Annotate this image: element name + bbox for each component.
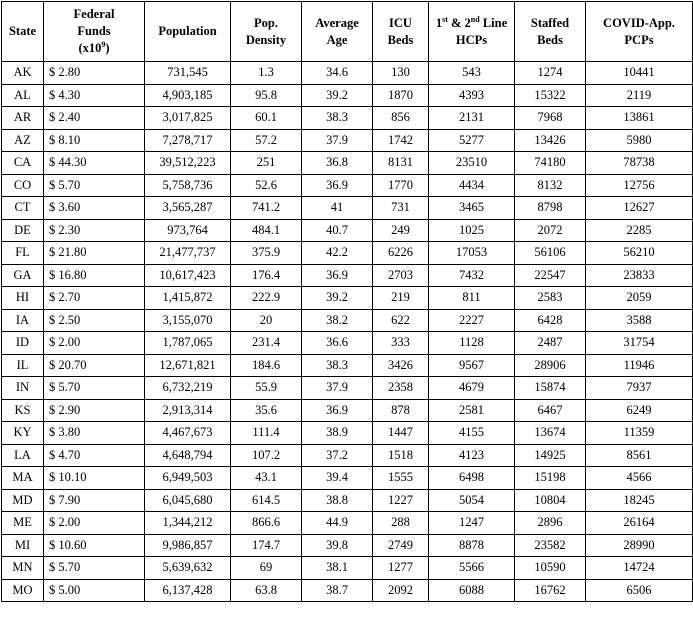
cell-average-age: 38.3 [302,107,373,130]
cell-covid-pcps: 12756 [586,174,693,197]
cell-icu-beds: 3426 [373,354,429,377]
cell-staffed-beds: 15322 [515,84,586,107]
cell-icu-beds: 130 [373,62,429,85]
cell-covid-pcps: 26164 [586,512,693,535]
cell-population: 2,913,314 [145,399,231,422]
cell-state: ME [2,512,44,535]
table-row [2,242,693,265]
cell-covid-pcps: 6249 [586,399,693,422]
cell-federal-funds: $ 8.10 [44,129,145,152]
cell-hcps: 4123 [429,444,515,467]
cell-federal-funds: $ 3.80 [44,422,145,445]
cell-staffed-beds: 6467 [515,399,586,422]
cell-average-age: 39.2 [302,287,373,310]
cell-icu-beds: 1742 [373,129,429,152]
cell-average-age: 38.1 [302,557,373,580]
cell-hcps: 811 [429,287,515,310]
table-row [2,219,693,242]
table-row [2,534,693,557]
cell-federal-funds: $ 5.00 [44,579,145,602]
cell-icu-beds: 1277 [373,557,429,580]
cell-state: IA [2,309,44,332]
table-row [2,557,693,580]
cell-population: 4,467,673 [145,422,231,445]
cell-icu-beds: 6226 [373,242,429,265]
cell-state: ID [2,332,44,355]
cell-pop-density: 741.2 [231,197,302,220]
cell-icu-beds: 1555 [373,467,429,490]
table-row [2,354,693,377]
cell-state: IL [2,354,44,377]
table-row [2,332,693,355]
cell-covid-pcps: 11946 [586,354,693,377]
cell-federal-funds: $ 2.90 [44,399,145,422]
cell-state: HI [2,287,44,310]
table-row [2,467,693,490]
cell-federal-funds: $ 5.70 [44,557,145,580]
header-row [2,2,693,62]
cell-hcps: 2227 [429,309,515,332]
cell-icu-beds: 856 [373,107,429,130]
cell-average-age: 36.9 [302,399,373,422]
cell-covid-pcps: 7937 [586,377,693,400]
cell-population: 3,155,070 [145,309,231,332]
cell-federal-funds: $ 2.70 [44,287,145,310]
cell-pop-density: 95.8 [231,84,302,107]
cell-hcps: 4155 [429,422,515,445]
cell-pop-density: 484.1 [231,219,302,242]
cell-population: 4,903,185 [145,84,231,107]
cell-average-age: 36.6 [302,332,373,355]
cell-pop-density: 184.6 [231,354,302,377]
header-federal-funds-exponent: 9 [101,40,106,49]
cell-average-age: 37.9 [302,129,373,152]
cell-federal-funds: $ 4.70 [44,444,145,467]
cell-covid-pcps: 31754 [586,332,693,355]
header-hcps-first: 1 [435,15,443,30]
cell-state: CO [2,174,44,197]
cell-icu-beds: 249 [373,219,429,242]
cell-covid-pcps: 78738 [586,152,693,175]
cell-state: MI [2,534,44,557]
cell-hcps: 1128 [429,332,515,355]
header-federal-funds-line1: Federal [73,7,115,21]
cell-icu-beds: 219 [373,287,429,310]
table-body [2,62,693,602]
cell-state: LA [2,444,44,467]
cell-state: CT [2,197,44,220]
header-pop-density-label: Pop. Density [245,15,287,47]
cell-average-age: 37.2 [302,444,373,467]
cell-staffed-beds: 6428 [515,309,586,332]
cell-average-age: 40.7 [302,219,373,242]
header-hcps [429,2,515,62]
cell-average-age: 38.9 [302,422,373,445]
cell-population: 9,986,857 [145,534,231,557]
cell-covid-pcps: 56210 [586,242,693,265]
cell-average-age: 38.8 [302,489,373,512]
cell-population: 1,787,065 [145,332,231,355]
cell-population: 12,671,821 [145,354,231,377]
cell-pop-density: 614.5 [231,489,302,512]
cell-federal-funds: $ 44.30 [44,152,145,175]
cell-state: CA [2,152,44,175]
cell-hcps: 17053 [429,242,515,265]
cell-pop-density: 222.9 [231,287,302,310]
cell-average-age: 38.7 [302,579,373,602]
cell-staffed-beds: 23582 [515,534,586,557]
cell-staffed-beds: 1274 [515,62,586,85]
table-row [2,422,693,445]
cell-staffed-beds: 2583 [515,287,586,310]
cell-state: KS [2,399,44,422]
cell-federal-funds: $ 5.70 [44,377,145,400]
cell-hcps: 7432 [429,264,515,287]
cell-state: AL [2,84,44,107]
cell-state: KY [2,422,44,445]
cell-average-age: 42.2 [302,242,373,265]
cell-pop-density: 57.2 [231,129,302,152]
header-hcps-second-sup: nd [470,14,480,24]
table-row [2,62,693,85]
cell-average-age: 38.3 [302,354,373,377]
cell-hcps: 9567 [429,354,515,377]
cell-covid-pcps: 4566 [586,467,693,490]
cell-icu-beds: 333 [373,332,429,355]
cell-state: MD [2,489,44,512]
cell-staffed-beds: 22547 [515,264,586,287]
cell-pop-density: 1.3 [231,62,302,85]
cell-average-age: 39.2 [302,84,373,107]
cell-average-age: 36.9 [302,174,373,197]
cell-federal-funds: $ 2.30 [44,219,145,242]
table-row [2,309,693,332]
cell-pop-density: 231.4 [231,332,302,355]
cell-covid-pcps: 18245 [586,489,693,512]
cell-federal-funds: $ 2.00 [44,512,145,535]
header-pop-density [231,2,302,62]
cell-icu-beds: 288 [373,512,429,535]
cell-federal-funds: $ 2.50 [44,309,145,332]
header-state-label: State [8,24,37,38]
cell-staffed-beds: 14925 [515,444,586,467]
cell-average-age: 36.9 [302,264,373,287]
cell-population: 731,545 [145,62,231,85]
cell-pop-density: 69 [231,557,302,580]
cell-staffed-beds: 10590 [515,557,586,580]
cell-pop-density: 55.9 [231,377,302,400]
cell-staffed-beds: 8798 [515,197,586,220]
cell-staffed-beds: 10804 [515,489,586,512]
cell-pop-density: 375.9 [231,242,302,265]
cell-average-age: 34.6 [302,62,373,85]
cell-hcps: 543 [429,62,515,85]
cell-state: MA [2,467,44,490]
cell-state: AR [2,107,44,130]
cell-covid-pcps: 12627 [586,197,693,220]
cell-pop-density: 43.1 [231,467,302,490]
state-data-table [1,1,693,602]
cell-covid-pcps: 8561 [586,444,693,467]
table-row [2,579,693,602]
table-row [2,512,693,535]
cell-staffed-beds: 8132 [515,174,586,197]
cell-covid-pcps: 10441 [586,62,693,85]
table-row [2,174,693,197]
cell-icu-beds: 622 [373,309,429,332]
cell-federal-funds: $ 4.30 [44,84,145,107]
cell-population: 5,639,632 [145,557,231,580]
cell-state: IN [2,377,44,400]
cell-covid-pcps: 5980 [586,129,693,152]
cell-pop-density: 35.6 [231,399,302,422]
cell-pop-density: 63.8 [231,579,302,602]
cell-staffed-beds: 7968 [515,107,586,130]
cell-federal-funds: $ 10.10 [44,467,145,490]
header-covid-pcps-label: COVID-App. PCPs [603,15,675,47]
cell-covid-pcps: 13861 [586,107,693,130]
table-row [2,264,693,287]
cell-hcps: 1025 [429,219,515,242]
cell-staffed-beds: 2072 [515,219,586,242]
cell-population: 6,137,428 [145,579,231,602]
cell-state: GA [2,264,44,287]
cell-covid-pcps: 3588 [586,309,693,332]
cell-population: 3,565,287 [145,197,231,220]
cell-pop-density: 111.4 [231,422,302,445]
cell-staffed-beds: 15874 [515,377,586,400]
header-staffed-beds [515,2,586,62]
cell-federal-funds: $ 10.60 [44,534,145,557]
header-icu-beds [373,2,429,62]
cell-hcps: 8878 [429,534,515,557]
header-state [2,2,44,62]
cell-federal-funds: $ 16.80 [44,264,145,287]
cell-icu-beds: 2092 [373,579,429,602]
cell-state: MN [2,557,44,580]
cell-federal-funds: $ 21.80 [44,242,145,265]
cell-icu-beds: 1770 [373,174,429,197]
cell-staffed-beds: 74180 [515,152,586,175]
header-average-age [302,2,373,62]
cell-average-age: 41 [302,197,373,220]
cell-hcps: 5277 [429,129,515,152]
header-federal-funds [44,2,145,62]
header-average-age-label: Average Age [315,15,359,47]
cell-federal-funds: $ 7.90 [44,489,145,512]
cell-icu-beds: 1870 [373,84,429,107]
cell-hcps: 5054 [429,489,515,512]
table-row [2,197,693,220]
cell-icu-beds: 2749 [373,534,429,557]
cell-covid-pcps: 2285 [586,219,693,242]
table-row [2,287,693,310]
header-federal-funds-close: ) [105,41,110,55]
table-row [2,489,693,512]
cell-covid-pcps: 6506 [586,579,693,602]
cell-state: AZ [2,129,44,152]
cell-population: 6,732,219 [145,377,231,400]
table-row [2,107,693,130]
cell-federal-funds: $ 2.40 [44,107,145,130]
cell-hcps: 6498 [429,467,515,490]
cell-icu-beds: 8131 [373,152,429,175]
cell-hcps: 23510 [429,152,515,175]
table-row [2,152,693,175]
cell-population: 39,512,223 [145,152,231,175]
cell-population: 6,949,503 [145,467,231,490]
table-row [2,129,693,152]
cell-icu-beds: 1518 [373,444,429,467]
cell-staffed-beds: 13674 [515,422,586,445]
cell-hcps: 4679 [429,377,515,400]
table-row [2,84,693,107]
header-federal-funds-unit: (x10 [78,41,102,55]
cell-staffed-beds: 15198 [515,467,586,490]
cell-state: DE [2,219,44,242]
cell-hcps: 4393 [429,84,515,107]
cell-population: 6,045,680 [145,489,231,512]
cell-pop-density: 60.1 [231,107,302,130]
cell-pop-density: 52.6 [231,174,302,197]
cell-pop-density: 20 [231,309,302,332]
table-header [2,2,693,62]
cell-population: 3,017,825 [145,107,231,130]
cell-population: 4,648,794 [145,444,231,467]
cell-hcps: 2581 [429,399,515,422]
cell-pop-density: 107.2 [231,444,302,467]
cell-population: 10,617,423 [145,264,231,287]
cell-staffed-beds: 2896 [515,512,586,535]
header-federal-funds-line2: Funds [77,24,111,38]
cell-staffed-beds: 28906 [515,354,586,377]
cell-hcps: 6088 [429,579,515,602]
cell-icu-beds: 731 [373,197,429,220]
cell-hcps: 5566 [429,557,515,580]
cell-icu-beds: 2703 [373,264,429,287]
cell-icu-beds: 1227 [373,489,429,512]
cell-covid-pcps: 14724 [586,557,693,580]
cell-population: 5,758,736 [145,174,231,197]
cell-state: FL [2,242,44,265]
cell-population: 7,278,717 [145,129,231,152]
cell-population: 21,477,737 [145,242,231,265]
cell-average-age: 44.9 [302,512,373,535]
header-hcps-amp: & 2 [447,15,471,30]
cell-average-age: 37.9 [302,377,373,400]
cell-hcps: 4434 [429,174,515,197]
cell-icu-beds: 2358 [373,377,429,400]
cell-covid-pcps: 23833 [586,264,693,287]
cell-population: 1,415,872 [145,287,231,310]
table-row [2,444,693,467]
cell-average-age: 38.2 [302,309,373,332]
cell-staffed-beds: 13426 [515,129,586,152]
cell-icu-beds: 878 [373,399,429,422]
cell-covid-pcps: 11359 [586,422,693,445]
cell-hcps: 3465 [429,197,515,220]
header-population [145,2,231,62]
cell-icu-beds: 1447 [373,422,429,445]
header-icu-beds-label: ICU Beds [387,15,414,47]
cell-staffed-beds: 56106 [515,242,586,265]
cell-covid-pcps: 2119 [586,84,693,107]
cell-pop-density: 251 [231,152,302,175]
cell-federal-funds: $ 20.70 [44,354,145,377]
table-row [2,377,693,400]
header-staffed-beds-label: Staffed Beds [530,15,570,47]
cell-state: AK [2,62,44,85]
cell-staffed-beds: 16762 [515,579,586,602]
header-population-label: Population [158,24,217,38]
cell-hcps: 1247 [429,512,515,535]
header-hcps-first-sup: st [442,14,448,24]
cell-population: 1,344,212 [145,512,231,535]
cell-population: 973,764 [145,219,231,242]
cell-average-age: 39.8 [302,534,373,557]
cell-average-age: 39.4 [302,467,373,490]
table-row [2,399,693,422]
cell-average-age: 36.8 [302,152,373,175]
cell-federal-funds: $ 3.60 [44,197,145,220]
cell-pop-density: 174.7 [231,534,302,557]
cell-covid-pcps: 2059 [586,287,693,310]
header-hcps-rest: Line HCPs [455,15,508,47]
cell-covid-pcps: 28990 [586,534,693,557]
cell-federal-funds: $ 2.00 [44,332,145,355]
cell-hcps: 2131 [429,107,515,130]
header-covid-pcps [586,2,693,62]
cell-pop-density: 176.4 [231,264,302,287]
cell-federal-funds: $ 5.70 [44,174,145,197]
cell-staffed-beds: 2487 [515,332,586,355]
cell-state: MO [2,579,44,602]
cell-pop-density: 866.6 [231,512,302,535]
cell-federal-funds: $ 2.80 [44,62,145,85]
